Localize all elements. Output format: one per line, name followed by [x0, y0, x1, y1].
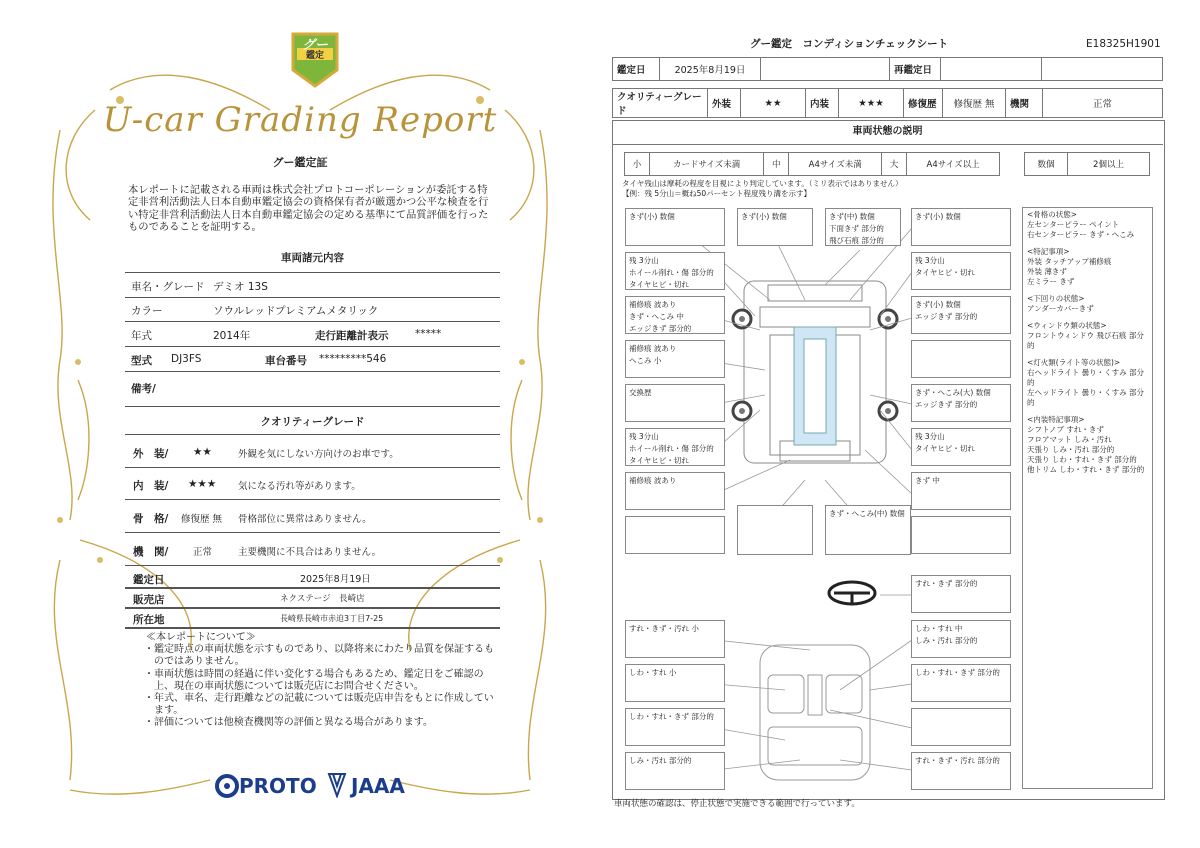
- certificate-title: グー鑑定証: [272, 156, 328, 169]
- info-row-address: 所在地 長崎県長崎市赤迫3丁目7-25: [125, 609, 500, 629]
- goo-kantei-badge: グー 鑑定: [287, 30, 343, 90]
- condition-box: きず・へこみ(中) 数個: [825, 505, 911, 555]
- condition-box: きず(中) 数個 下面きず 部分的 飛び石痕 部分的: [825, 208, 901, 246]
- interior-box: [911, 708, 1011, 746]
- car-interior-diagram: [750, 635, 880, 785]
- condition-box: [625, 516, 725, 554]
- interior-box: しわ・すれ・きず 部分的: [625, 708, 725, 746]
- condition-notes-panel: [1022, 207, 1153, 789]
- intro-text: 本レポートに記載される車両は株式会社プロトコーポレーションが委託する特定非営利活動法人日本自動車鑑定協会の資格保有者が厳選かつ公平な検査を行い特定非営利活動法人日本自動車鑑定協会の定める基準にて品質評価を行ったものであることを証明する。: [128, 184, 489, 234]
- interior-box: すれ・きず・汚れ 部分的: [911, 752, 1011, 790]
- interior-box: しわ・すれ 小: [625, 664, 725, 702]
- interior-box: すれ・きず 部分的: [911, 575, 1011, 613]
- condition-box: きず・へこみ(大) 数個 エッジきず 部分的: [911, 384, 1011, 422]
- condition-box: 残 3分山 タイヤヒビ・切れ: [911, 252, 1011, 290]
- condition-box: 補修痕 波あり へこみ 小: [625, 340, 725, 378]
- underbody-section: <下回りの状態> アンダーカバーきず: [1027, 294, 1094, 313]
- condition-box: [911, 516, 1011, 554]
- proto-logo-text: PROTO: [239, 774, 317, 798]
- footer-note: 車両状態の確認は、停止状態で実施できる範囲で行っています。: [614, 799, 860, 809]
- condition-box: 交換歴: [625, 384, 725, 422]
- quality-row-frame: 骨 格/ 修復歴 無 骨格部位に異常はありません。: [125, 500, 500, 533]
- interior-box: しわ・すれ 中 しみ・汚れ 部分的: [911, 620, 1011, 658]
- condition-box: きず(小) 数個: [911, 208, 1011, 246]
- count-legend: 数個 2個以上: [1024, 152, 1150, 176]
- condition-box: [737, 505, 813, 555]
- condition-check-sheet: [600, 0, 1200, 848]
- condition-box: [911, 340, 1011, 378]
- interior-box: すれ・きず・汚れ 小: [625, 620, 725, 658]
- sheet-id: E18325H1901: [1086, 38, 1161, 50]
- size-legend: 小 カードサイズ未満 中 A4サイズ未満 大 A4サイズ以上: [624, 152, 1000, 176]
- spec-title: 車両諸元内容: [281, 252, 344, 264]
- info-row-date: 鑑定日 2025年8月19日: [125, 568, 500, 589]
- spec-row-remarks: 備考/: [125, 372, 500, 407]
- proto-logo-icon: [215, 774, 239, 798]
- interior-box: しわ・すれ・きず 部分的: [911, 664, 1011, 702]
- grade-table: クオリティーグレード 外装 ★★ 内装 ★★★ 修復歴 修復歴 無 機関 正常: [612, 88, 1163, 118]
- condition-box: 残 3分山 ホイール削れ・傷 部分的 タイヤヒビ・切れ: [625, 252, 725, 290]
- condition-box: 補修痕 波あり: [625, 472, 725, 510]
- spec-row-year: 年式 2014年 走行距離計表示 *****: [125, 322, 500, 347]
- spec-row-color: カラー ソウルレッドプレミアムメタリック: [125, 297, 500, 322]
- quality-row-exterior: 外 装/ ★★ 外観を気にしない方向けのお車です。: [125, 434, 500, 468]
- condition-panel-title: 車両状態の説明: [612, 120, 1163, 145]
- lights-section: <灯火類(ライト等の状態)> 右ヘッドライト 曇り・くすみ 部分的 左ヘッドライト 曇り・くすみ 部分的: [1027, 358, 1145, 407]
- partner-logos: [215, 770, 415, 800]
- interior-notes-section: <内装特記事項> シフトノブ すれ・きず フロアマット しみ・汚れ 天張り しみ・汚れ 部分的 天張り しわ・すれ・きず 部分的 他トリム しわ・すれ・きず 部分的: [1027, 415, 1145, 474]
- condition-box: きず(小) 数個 エッジきず 部分的: [911, 296, 1011, 334]
- report-title: U-car Grading Report: [102, 100, 498, 140]
- condition-box: きず(小) 数個: [737, 208, 813, 246]
- steering-wheel-icon: [826, 579, 878, 607]
- interior-box: しみ・汚れ 部分的: [625, 752, 725, 790]
- quality-title: クオリティーグレード: [260, 416, 365, 428]
- condition-box: きず(小) 数個: [625, 208, 725, 246]
- sheet-title: グー鑑定 コンディションチェックシート: [750, 38, 949, 50]
- spec-row-name: 車名・グレード デミオ 13S: [125, 272, 500, 298]
- condition-box: 補修痕 波あり きず・へこみ 中 エッジきず 部分的: [625, 296, 725, 334]
- condition-box: 残 3分山 ホイール削れ・傷 部分的 タイヤヒビ・切れ: [625, 428, 725, 466]
- condition-box: きず 中: [911, 472, 1011, 510]
- spec-row-model: 型式 DJ3FS 車台番号 *********546: [125, 347, 500, 372]
- date-table: 鑑定日 2025年8月19日 再鑑定日: [612, 57, 1163, 81]
- jaaa-logo-icon: [327, 772, 347, 798]
- frame-status-section: <骨格の状態> 左センターピラー ペイント 右センターピラー きず・へこみ: [1027, 210, 1135, 239]
- tyre-note: タイヤ残山は摩耗の程度を目視により判定しています。（ミリ表示ではありません） 【例：残 5分山＝概ね50パーセント程度残り溝を示す】: [622, 179, 903, 198]
- quality-row-engine: 機 関/ 正常 主要機関に不具合はありません。: [125, 533, 500, 566]
- jaaa-logo-text: JAAA: [351, 774, 405, 798]
- condition-box: 残 3分山 タイヤヒビ・切れ: [911, 428, 1011, 466]
- quality-row-interior: 内 装/ ★★★ 気になる汚れ等があります。: [125, 467, 500, 500]
- special-notes-section: <特記事項> 外装 タッチアップ補修痕 外装 薄きず 左ミラー きず: [1027, 247, 1112, 286]
- windows-section: <ウィンドウ類の状態> フロントウィンドウ 飛び石痕 部分的: [1027, 321, 1144, 350]
- info-row-shop: 販売店 ネクステージ 長崎店: [125, 589, 500, 609]
- report-notes: ≪本レポートについて≫ ・鑑定時点の車両状態を示すものであり、以降将来にわたり品質を保証するものではありません。 ・車両状態は時間の経過に伴い変化する場合もあるため、鑑定日をご確認の上、現在の車両状態については販売店にお問合せください。 ・年式、車名、走行距離などの記載については販売店申告をもとに作成しています。 ・評価については他検査機関等の評価と異なる場合があります。: [144, 632, 494, 729]
